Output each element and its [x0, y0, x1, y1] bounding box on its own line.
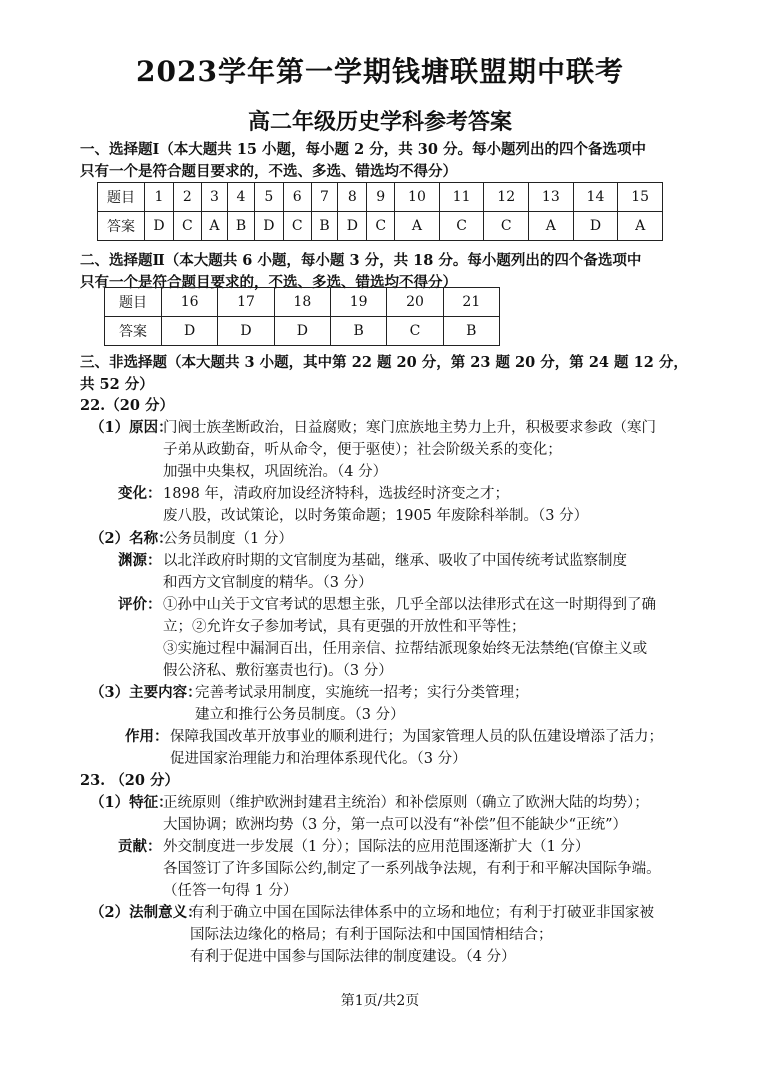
answer-table-2 [104, 287, 500, 346]
question-number-cell: 10 [395, 183, 440, 212]
answer-cell: D [338, 212, 367, 241]
question-number-cell: 11 [439, 183, 484, 212]
question-number-cell: 19 [330, 288, 386, 317]
q22-p3-line: 完善考试录用制度，实施统一招考；实行分类管理； [195, 685, 529, 701]
q23-contrib-label: 贡献： [118, 838, 162, 855]
answer-cell: D [254, 212, 283, 241]
q22-eval-line: 假公济私、敷衍塞责也行)。（3 分） [163, 663, 393, 679]
answer-cell: C [439, 212, 484, 241]
q23-p1-line: 大国协调；欧洲均势（3 分，第一点可以没有“补偿”但不能缺少“正统”） [163, 817, 627, 833]
answer-cell: D [162, 317, 218, 346]
q22-p2-text: 公务员制度（1 分） [163, 531, 293, 547]
question-number-cell: 16 [162, 288, 218, 317]
q23-p2-label: （2）法制意义： [90, 904, 202, 921]
table-row-label: 答案 [105, 317, 162, 346]
q22-effect-line: 保障我国改革开放事业的顺利进行；为国家管理人员的队伍建设增添了活力； [170, 729, 663, 745]
table-row-label: 题目 [98, 183, 145, 212]
q23-p1-line: 正统原则（维护欧洲封建君主统治）和补偿原则（确立了欧洲大陆的均势）； [163, 795, 649, 811]
question-number-cell: 21 [443, 288, 499, 317]
q22-p1-line: 加强中央集权，巩固统治。（4 分） [163, 464, 388, 480]
question-number-cell: 1 [145, 183, 174, 212]
answer-cell: D [145, 212, 174, 241]
question-number-cell: 12 [484, 183, 529, 212]
question-number-cell: 5 [254, 183, 283, 212]
q22-p1-line: 门阀士族垄断政治，日益腐败；寒门庶族地主势力上升，积极要求参政（寒门 [163, 420, 656, 436]
answer-cell: B [311, 212, 338, 241]
q22-eval-line: ①孙中山关于文官考试的思想主张，几乎全部以法律形式在这一时期得到了确 [163, 597, 656, 613]
q22-eval-line: 立；②允许女子参加考试，具有更强的开放性和平等性； [163, 619, 526, 635]
answer-cell: D [573, 212, 618, 241]
q23-contrib-line: （任答一句得 1 分） [163, 883, 298, 899]
q22-effect-line: 促进国家治理能力和治理体系现代化。（3 分） [170, 751, 467, 767]
q22-change-line: 废八股，改试策论，以时务策命题；1905 年废除科举制。（3 分） [163, 508, 589, 524]
page-subtitle: 高二年级历史学科参考答案 [247, 109, 512, 135]
q22-change-line: 1898 年，清政府加设经济特科，选拔经时济变之才； [163, 486, 510, 502]
question-number-cell: 13 [529, 183, 574, 212]
q22-eval-line: ③实施过程中漏洞百出，任用亲信、拉帮结派现象始终无法禁绝(官僚主义或 [163, 641, 648, 657]
page-title: 2023学年第一学期钱塘联盟期中联考 [136, 55, 624, 88]
q22-p2-label: （2）名称： [90, 530, 173, 547]
section2-heading-line2: 只有一个是符合题目要求的，不选、多选、错选均不得分） [80, 274, 457, 291]
answer-cell: C [173, 212, 201, 241]
answer-cell: A [618, 212, 663, 241]
section3-heading-line2: 共 52 分） [80, 376, 154, 393]
q22-p3-label: （3）主要内容： [90, 684, 202, 701]
answer-cell: C [484, 212, 529, 241]
q22-change-label: 变化： [118, 485, 162, 502]
table-row-questions [98, 183, 663, 212]
answer-cell: A [529, 212, 574, 241]
table-row-questions [105, 288, 500, 317]
answer-table-1 [97, 182, 663, 241]
question-number-cell: 18 [274, 288, 330, 317]
answer-cell: A [201, 212, 227, 241]
answer-cell: B [443, 317, 499, 346]
answer-cell: C [283, 212, 311, 241]
answer-cell: D [274, 317, 330, 346]
q23-p2-line: 有利于确立中国在国际法律体系中的立场和地位；有利于打破亚非国家被 [190, 905, 654, 921]
question-number-cell: 2 [173, 183, 201, 212]
page-number: 第1页/共2页 [340, 993, 420, 1009]
question-number-cell: 3 [201, 183, 227, 212]
question-number-cell: 4 [228, 183, 255, 212]
q22-eval-label: 评价： [118, 596, 162, 613]
answer-cell: B [330, 317, 386, 346]
question-number-cell: 8 [338, 183, 367, 212]
answer-cell: A [395, 212, 440, 241]
q22-p1-label: （1）原因： [90, 419, 173, 436]
question-number-cell: 14 [573, 183, 618, 212]
question-number-cell: 17 [218, 288, 274, 317]
question-number-cell: 20 [387, 288, 443, 317]
q23-p2-line: 有利于促进中国参与国际法律的制度建设。（4 分） [190, 949, 516, 965]
q22-origin-line: 以北洋政府时期的文官制度为基础，继承、吸收了中国传统考试监察制度 [163, 553, 627, 569]
q22-p3-line: 建立和推行公务员制度。（3 分） [195, 707, 405, 723]
answer-cell: D [218, 317, 274, 346]
table-row-label: 题目 [105, 288, 162, 317]
q23-p2-line: 国际法边缘化的格局；有利于国际法和中国国情相结合； [190, 927, 553, 943]
q23-header: 23. （20 分） [80, 772, 180, 789]
q23-contrib-line: 外交制度进一步发展（1 分）；国际法的应用范围逐渐扩大（1 分） [163, 839, 590, 855]
q22-header: 22.（20 分） [80, 397, 174, 414]
q23-contrib-line: 各国签订了许多国际公约,制定了一系列战争法规，有利于和平解决国际争端。 [163, 861, 661, 877]
q22-p1-line: 子弟从政勤奋，听从命令，便于驱使）；社会阶级关系的变化； [163, 442, 562, 458]
question-number-cell: 9 [367, 183, 395, 212]
answer-cell: B [228, 212, 255, 241]
table-row-answers [98, 212, 663, 241]
table-row-answers [105, 317, 500, 346]
section1-heading-line1: 一、选择题Ⅰ（本大题共 15 小题，每小题 2 分，共 30 分。每小题列出的四个备选项中 [80, 141, 647, 158]
section1-heading-line2: 只有一个是符合题目要求的，不选、多选、错选均不得分） [80, 163, 457, 180]
answer-cell: C [387, 317, 443, 346]
q22-effect-label: 作用： [125, 728, 169, 745]
q22-origin-line: 和西方文官制度的精华。（3 分） [163, 575, 373, 591]
q23-p1-label: （1）特征： [90, 794, 173, 811]
q22-origin-label: 渊源： [118, 552, 162, 569]
table-row-label: 答案 [98, 212, 145, 241]
question-number-cell: 7 [311, 183, 338, 212]
question-number-cell: 6 [283, 183, 311, 212]
question-number-cell: 15 [618, 183, 663, 212]
section3-heading-line1: 三、非选择题（本大题共 3 小题，其中第 22 题 20 分，第 23 题 20 分，第 24 题 12 分， [80, 354, 688, 371]
section2-heading-line1: 二、选择题Ⅱ（本大题共 6 小题，每小题 3 分，共 18 分。每小题列出的四个备选项中 [80, 252, 642, 269]
answer-cell: C [367, 212, 395, 241]
